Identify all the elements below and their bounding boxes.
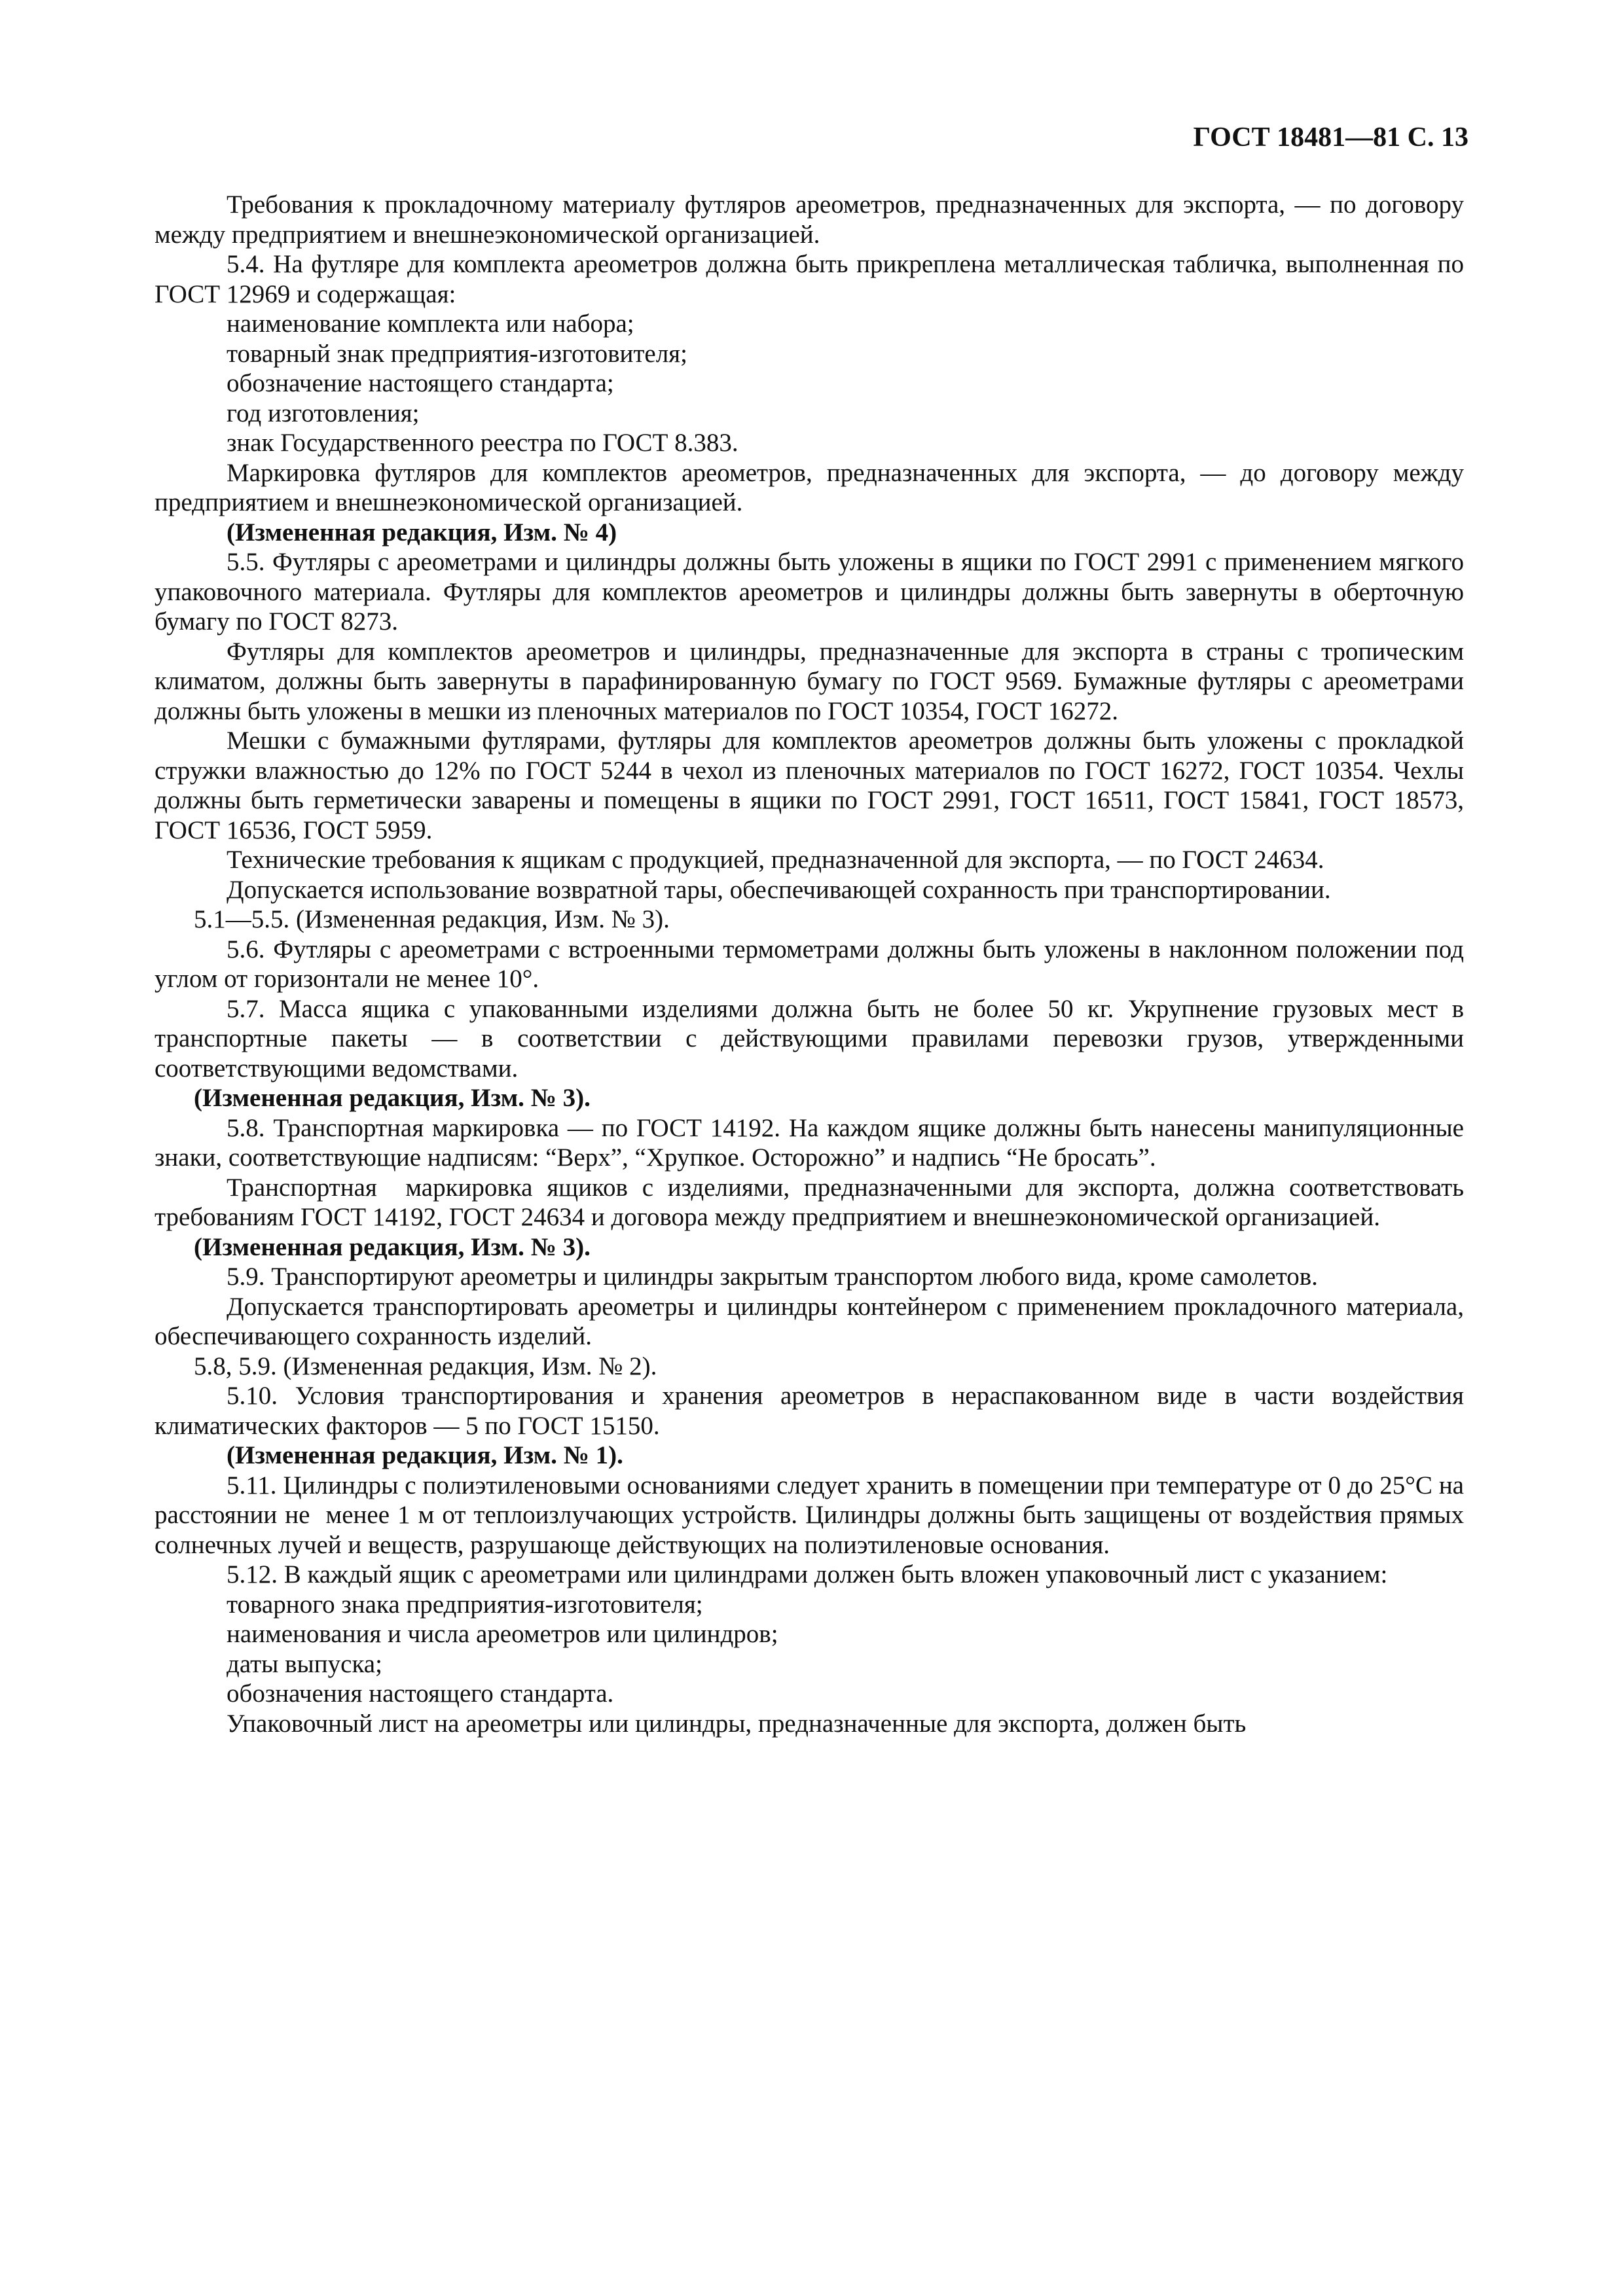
paragraph: наименования и числа ареометров или цилиндров; (227, 1620, 778, 1648)
paragraph: обозначения настоящего стандарта. (227, 1679, 614, 1708)
paragraph: Мешки с бумажными футлярами, футляры для комплектов ареометров должны быть уложены с прокладкой стружки влажностью до 12% по ГОСТ 5244 в чехол из пленочных материалов по ГОСТ 16272, ГОСТ 10354. Чехлы должны быть герметически заварены и помещены в ящики по ГОСТ 2991, ГОСТ 16511, ГОСТ 15841, ГОСТ 18573, ГОСТ 16536, ГОСТ 5959. (155, 726, 1470, 844)
paragraph: (Измененная редакция, Изм. № 3). (194, 1084, 591, 1112)
paragraph: 5.1—5.5. (Измененная редакция, Изм. № 3). (194, 905, 670, 933)
paragraph: Транспортная маркировка ящиков с изделиями, предназначенными для экспорта, должна соответствовать требованиям ГОСТ 14192, ГОСТ 24634 и договора между предприятием и внешнеэкономической организацией. (155, 1173, 1470, 1231)
paragraph: 5.10. Условия транспортирования и хранения ареометров в нераспакованном виде в части воздействия климатических факторов — 5 по ГОСТ 15150. (155, 1382, 1470, 1440)
paragraph: знак Государственного реестра по ГОСТ 8.383. (227, 429, 739, 457)
paragraph: товарный знак предприятия-изготовителя; (227, 339, 687, 368)
paragraph: 5.8, 5.9. (Измененная редакция, Изм. № 2). (194, 1352, 657, 1380)
paragraph: 5.9. Транспортируют ареометры и цилиндры закрытым транспортом любого вида, кроме самолетов. (227, 1263, 1318, 1291)
paragraph: (Измененная редакция, Изм. № 1). (227, 1441, 623, 1469)
paragraph: 5.12. В каждый ящик с ареометрами или цилиндрами должен быть вложен упаковочный лист с указанием: (227, 1560, 1388, 1588)
paragraph: 5.7. Масса ящика с упакованными изделиями должна быть не более 50 кг. Укрупнение грузовых мест в транспортные пакеты — в соответствии с действующими правилами перевозки грузов, утвержденными соответствующими ведомствами. (155, 994, 1470, 1083)
paragraph: 5.5. Футляры с ареометрами и цилиндры должны быть уложены в ящики по ГОСТ 2991 с применением мягкого упаковочного материала. Футляры для комплектов ареометров и цилиндры должны быть завернуты в оберточную бумагу по ГОСТ 8273. (155, 548, 1470, 636)
paragraph: 5.8. Транспортная маркировка — по ГОСТ 14192. На каждом ящике должны быть нанесены манипуляционные знаки, соответствующие надписям: “Верх”, “Хрупкое. Осторожно” и надпись “Не бросать”. (155, 1113, 1470, 1172)
paragraph: обозначение настоящего стандарта; (227, 369, 614, 397)
page-header: ГОСТ 18481—81 С. 13 (1193, 122, 1468, 152)
paragraph: (Измененная редакция, Изм. № 4) (227, 518, 617, 547)
paragraph: Требования к прокладочному материалу футляров ареометров, предназначенных для экспорта, — по договору между предприятием и внешнеэкономической организацией. (155, 190, 1470, 249)
paragraph: год изготовления; (227, 399, 420, 427)
paragraph: Технические требования к ящикам с продукцией, предназначенной для экспорта, — по ГОСТ 24634. (227, 846, 1324, 874)
paragraph: 5.6. Футляры с ареометрами с встроенными термометрами должны быть уложены в наклонном положении под углом от горизонтали не менее 10°. (155, 935, 1470, 993)
paragraph: наименование комплекта или набора; (227, 310, 634, 338)
paragraph: Маркировка футляров для комплектов ареометров, предназначенных для экспорта, — до договору между предприятием и внешнеэкономической организацией. (155, 458, 1470, 516)
paragraph: Допускается транспортировать ареометры и цилиндры контейнером с применением прокладочного материала, обеспечивающего сохранность изделий. (155, 1292, 1470, 1350)
paragraph: даты выпуска; (227, 1649, 382, 1678)
paragraph: 5.11. Цилиндры с полиэтиленовыми основаниями следует хранить в помещении при температуре от 0 до 25°С на расстоянии не менее 1 м от теплоизлучающих устройств. Цилиндры должны быть защищены от воздействия прямых солнечных лучей и веществ, разрушающе действующих на полиэтиленовые основания. (155, 1471, 1470, 1559)
document-body (155, 190, 1470, 1738)
paragraph: Футляры для комплектов ареометров и цилиндры, предназначенные для экспорта в страны с тропическим климатом, должны быть завернуты в парафинированную бумагу по ГОСТ 9569. Бумажные футляры с ареометрами должны быть уложены в мешки из пленочных материалов по ГОСТ 10354, ГОСТ 16272. (155, 637, 1470, 725)
paragraph: Упаковочный лист на ареометры или цилиндры, предназначенные для экспорта, должен быть (227, 1709, 1247, 1738)
paragraph: (Измененная редакция, Изм. № 3). (194, 1232, 591, 1261)
paragraph: товарного знака предприятия-изготовителя; (227, 1590, 703, 1619)
paragraph: 5.4. На футляре для комплекта ареометров должна быть прикреплена металлическая табличка, выполненная по ГОСТ 12969 и содержащая: (155, 250, 1470, 308)
paragraph: Допускается использование возвратной тары, обеспечивающей сохранность при транспортировании. (227, 875, 1331, 904)
